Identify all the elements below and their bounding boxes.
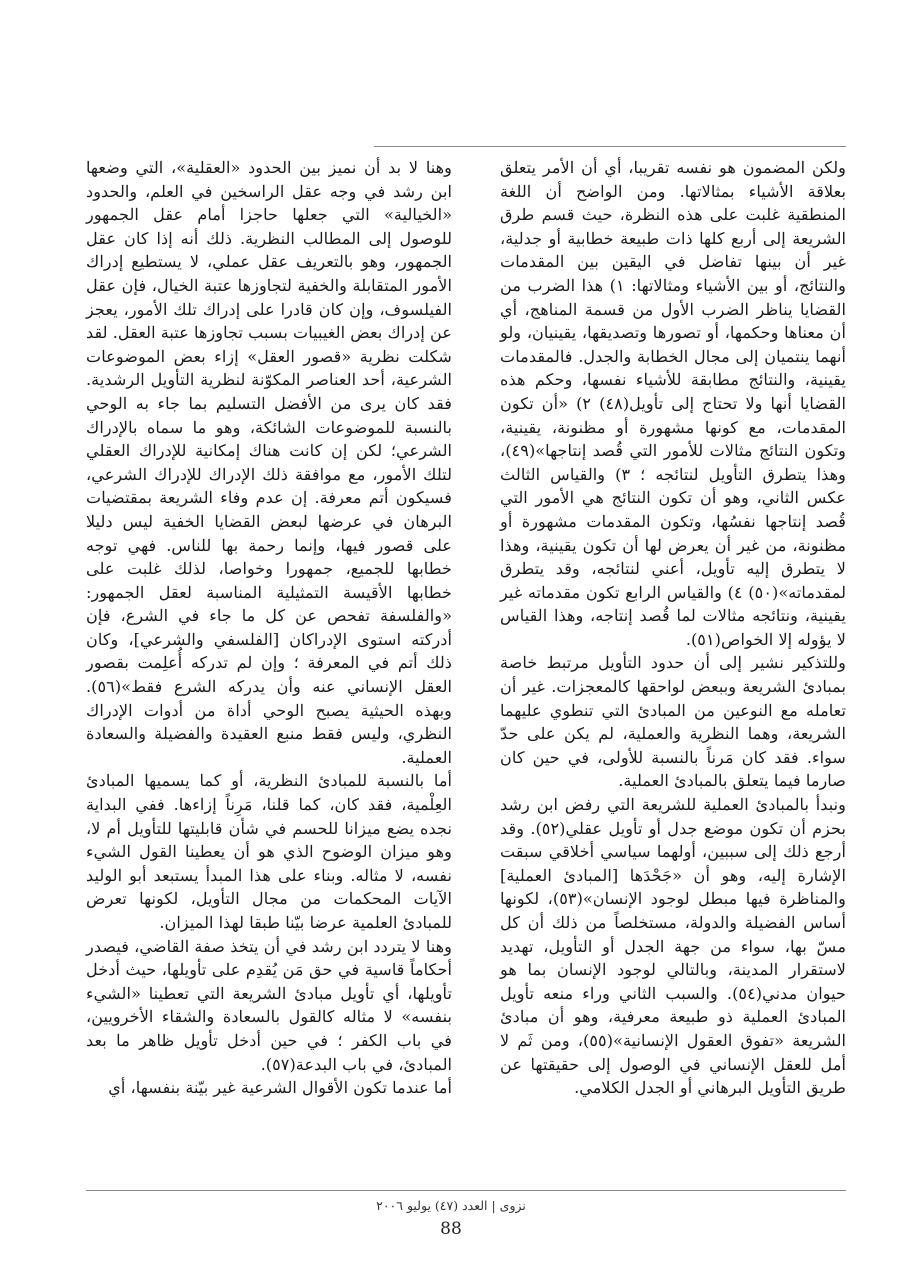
paragraph: وهنا لا يتردد ابن رشد في أن يتخذ صفة القاضي، فيصدر أحكاماً قاسية في حق مَن يُقدِم على تأويلها، حيث أدخل تأويلها، أي تأويل مبادئ الشريعة التي تعطينا «الشيء بنفسه» لا مثاله كالقول بالسعادة والشقاء الأخرويين، في باب الكفر ؛ في حين أدخل تأويل ظاهر ما بعد المبادئ، في باب البدعة(٥٧). — [86, 936, 452, 1074]
page-number: 88 — [440, 1219, 462, 1239]
footer-rule — [86, 1190, 846, 1191]
article-column-left — [86, 156, 452, 1196]
paragraph: ولكن المضمون هو نفسه تقريبا، أي أن الأمر يتعلق بعلاقة الأشياء بمثالاتها. ومن الواضح أن اللغة المنطقية غلبت على هذه النظرة، حيث قسم طرق الشريعة إلى أربع كلها ذات طبيعة خطابية أو جدلية، غير أن بينها تفاضل في اليقين بين المقدمات والنتائج، أو بين الأشياء ومثالاتها: ١) هذا الضرب من القضايا يناظر الضرب الأول من قسمة المناهج، أي أن معناها وحكمها، أو تصورها وتصديقها، يقينيان، ولو أنهما ينتميان إلى مجال الخطابة والجدل. فالمقدمات يقينية، والنتائج مطابقة للأشياء نفسها، وحكم هذه القضايا أنها ولا تحتاج إلى تأويل(٤٨) ٢) «أن تكون المقدمات، مع كونها مشهورة أو مظنونة، يقينية، وتكون النتائج مثالات للأمور التي قُصد إنتاجها»(٤٩)، وهذا يتطرق التأويل لنتائجه ؛ ٣) والقياس الثالث عكس الثاني، وهو أن تكون النتائج هي الأمور التي قُصد إنتاجها نفسُها، وتكون المقدمات مشهورة أو مظنونة، من غير أن يعرض لها أن تكون يقينية، وهذا لا يتطرق إليه تأويل، أعني لنتائجه، وقد يتطرق لمقدماته»(٥٠) ٤) والقياس الرابع تكون مقدماته غير يقينية، ونتائجه مثالات لما قُصد إنتاجه، وهذا القياس لا يؤوله إلا الخواص(٥١). — [500, 158, 846, 649]
article-column-right — [500, 156, 846, 1196]
paragraph: ونبدأ بالمبادئ العملية للشريعة التي رفض ابن رشد بحزم أن تكون موضع جدل أو تأويل عقلي(٥٢). وقد أرجع ذلك إلى سببين، أولهما سياسي أخلاقي سبقت الإشارة إليه، وهو أن «جَحْدَها [المبادئ العملية] والمناظرة فيها مبطل لوجود الإنسان»(٥٣)، لكونها أساس الفضيلة والدولة، مستخلصاً من ذلك أن كل مسّ بها، سواء من جهة الجدل أو التأويل، تهديد لاستقرار المدينة، وبالتالي لوجود الإنسان بما هو حيوان مدني(٥٤). والسبب الثاني وراء منعه تأويل المبادئ العملية ذو طبيعة معرفية، وهو أن مبادئ الشريعة «تفوق العقول الإنسانية»(٥٥)، ومن ثَم لا أمل للعقل الإنساني في الوصول إلى حقيقتها عن طريق التأويل البرهاني أو الجدل الكلامي. — [500, 795, 846, 1098]
footer-issue: نزوى | العدد (٤٧) يوليو ٢٠٠٦ — [376, 1198, 526, 1213]
top-rule — [374, 146, 846, 147]
paragraph: أما بالنسبة للمبادئ النظرية، أو كما يسميها المبادئ العِلْمية، فقد كان، كما قلنا، مَرِناً إزاءها. ففي البداية نجده يضع ميزانا للحسم في شأن قابليتها للتأويل أم لا، وهو ميزان الوضوح الذي هو أن يعطينا القول الشيء نفسه، لا مثاله. وبناء على هذا المبدأ يستبعد أبو الوليد الآيات المحكمات من مجال التأويل، لكونها تعرض للمبادئ العلمية عرضا بيّنا طبقا لهذا الميزان. — [86, 771, 452, 932]
paragraph: وللتذكير نشير إلى أن حدود التأويل مرتبط خاصة بمبادئ الشريعة وببعض لواحقها كالمعجزات. غير أن تعامله مع النوعين من المبادئ التي تنطوي عليهما الشريعة، وهما النظرية والعملية، لم يكن على حدّ سواء. فقد كان مَرناً بالنسبة للأولى، في حين كان صارما فيما يتعلق بالمبادئ العملية. — [500, 653, 846, 791]
paragraph: وهنا لا بد أن نميز بين الحدود «العقلية»، التي وضعها ابن رشد في وجه عقل الراسخين في العلم، والحدود «الخيالية» التي جعلها حاجزا أمام عقل الجمهور للوصول إلى المطالب النظرية. ذلك أنه إذا كان عقل الجمهور، وهو بالتعريف عقل عملي، لا يستطيع إدراك الأمور المتقابلة والخفية لتجاوزها عتبة الخيال، فإن عقل الفيلسوف، وإن كان قادرا على إدراك تلك الأمور، يعجز عن إدراك بعض الغيبيات بسبب تجاوزها عتبة العقل. لقد شكلت نظرية «قصور العقل» إزاء بعض الموضوعات الشرعية، أحد العناصر المكوّنة لنظرية التأويل الرشدية. فقد كان يرى من الأفضل التسليم بما جاء به الوحي بالنسبة للموضوعات الشائكة، وهو ما سماه بالإدراك الشرعي؛ لكن إن كانت هناك إمكانية للإدراك العقلي لتلك الأمور، مع موافقة ذلك الإدراك للإدراك الشرعي، فسيكون أتم معرفة. إن عدم وفاء الشريعة بمقتضيات البرهان في عرضها لبعض القضايا الخفية ليس دليلا على قصور فيها، وإنما رحمة بها للناس. فهي توجه خطابها للجميع، جمهورا وخواصا، لذلك غلبت على خطابها الأقيسة التمثيلية المناسبة لعقل الجمهور: «والفلسفة تفحص عن كل ما جاء في الشرع، فإن أدركته استوى الإدراكان [الفلسفي والشرعي]، وكان ذلك أتم في المعرفة ؛ وإن لم تدركه أُعلِمت بقصور العقل الإنساني عنه وأن يدركه الشرع فقط»(٥٦). وبهذه الحيثية يصبح الوحي أداة من أدوات الإدراك النظري، وليس فقط منبع العقيدة والفضيلة والسعادة العملية. — [86, 158, 452, 767]
paragraph: أما عندما تكون الأقوال الشرعية غير بيّنة بنفسها، أي — [108, 1078, 452, 1098]
